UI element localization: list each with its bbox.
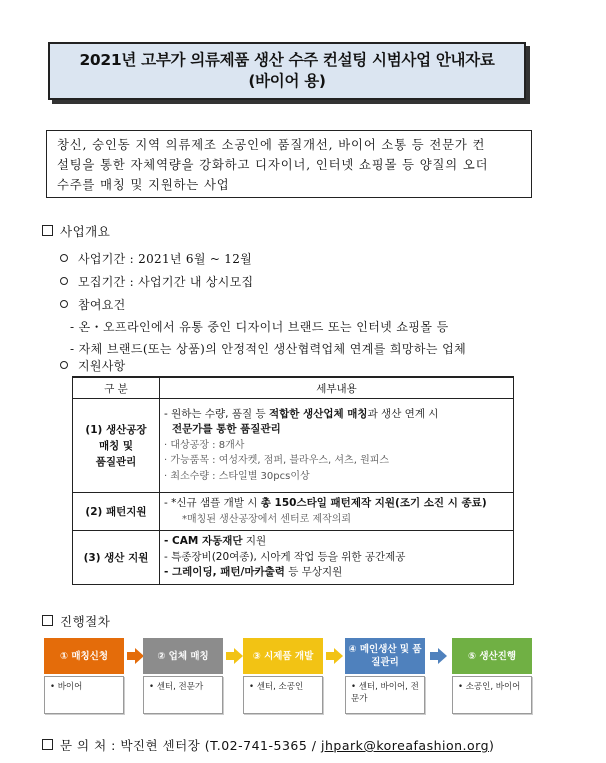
bullet-requirements: 참여요건 [60, 296, 126, 313]
bullet-support: 지원사항 [60, 357, 126, 374]
table-header-details: 세부내용 [160, 377, 514, 399]
process-step-5: ⑤ 생산진행 [452, 638, 532, 674]
row-details: - *신규 샘플 개발 시 총 150스타일 패턴제작 지원(조기 소진 시 종료) *매칭된 생산공장에서 센터로 제작의뢰 [160, 493, 514, 531]
row-category: (2) 패턴지원 [73, 493, 160, 531]
process-step-detail: • 바이어 [44, 676, 124, 714]
table-row [73, 493, 514, 531]
table-header-row [73, 377, 514, 399]
bullet-recruit: 모집기간 : 사업기간 내 상시모집 [60, 273, 253, 290]
checkbox-square-icon [42, 225, 53, 236]
process-step-2: ② 업체 매칭 [143, 638, 223, 674]
summary-box [46, 130, 532, 198]
contact-line: 문 의 처 : 박진현 센터장 (T.02-741-5365 / jhpark@koreafashion.org) [42, 736, 494, 754]
bullet-period: 사업기간 : 2021년 6월 ~ 12월 [60, 250, 252, 267]
row-details: - 원하는 수량, 품질 등 적합한 생산업체 매칭과 생산 연계 시 전문가를 통한 품질관리 · 대상공장 : 8개사 · 가능품목 : 여성자켓, 점퍼, 블라우스, 셔츠, 원피스 · 최소수량 : 스타일별 30pcs이상 [160, 399, 514, 493]
document-title: 2021년 고부가 의류제품 생산 수주 컨설팅 시범사업 안내자료 [79, 51, 495, 69]
table-row [73, 531, 514, 585]
process-step-detail: • 센터, 소공인 [243, 676, 323, 714]
process-step-detail: • 소공인, 바이어 [452, 676, 532, 714]
circle-bullet-icon [60, 277, 68, 285]
circle-bullet-icon [60, 254, 68, 262]
row-category: (3) 생산 지원 [73, 531, 160, 585]
document-subtitle: (바이어 용) [248, 72, 326, 90]
summary-line: 수주를 매칭 및 지원하는 사업 [57, 178, 230, 192]
document-title-box [48, 42, 526, 100]
process-step-detail: • 센터, 바이어, 전문가 [345, 676, 425, 714]
circle-bullet-icon [60, 300, 68, 308]
section-process-heading: 진행절차 [42, 612, 110, 630]
row-details: - CAM 자동재단 지원 - 특종장비(20여종), 시아게 작업 등을 위한 공간제공 - 그레이딩, 패턴/마카출력 등 무상지원 [160, 531, 514, 585]
table-header-category: 구 분 [73, 377, 160, 399]
circle-bullet-icon [60, 361, 68, 369]
table-row [73, 399, 514, 493]
process-step-3: ③ 시제품 개발 [243, 638, 323, 674]
summary-line: 설팅을 통한 자체역량을 강화하고 디자이너, 인터넷 쇼핑몰 등 양질의 오더 [57, 158, 489, 172]
requirement-line: - 자체 브랜드(또는 상품)의 안정적인 생산협력업체 연계를 희망하는 업체 [70, 342, 467, 356]
contact-label: 문 의 처 : 박진현 센터장 (T.02-741-5365 / [60, 738, 321, 753]
checkbox-square-icon [42, 739, 53, 750]
process-step-1: ① 매칭신청 [44, 638, 124, 674]
checkbox-square-icon [42, 615, 53, 626]
support-table [72, 376, 514, 585]
process-step-4: ④ 메인생산 및 품질관리 [345, 638, 425, 674]
section-overview-heading: 사업개요 [42, 222, 110, 240]
requirement-line: - 온・오프라인에서 유통 중인 디자이너 브랜드 또는 인터넷 쇼핑몰 등 [70, 320, 449, 334]
summary-line: 창신, 숭인동 지역 의류제조 소공인에 품질개선, 바이어 소통 등 전문가 컨 [57, 138, 486, 152]
row-category: (1) 생산공장 매칭 및 품질관리 [73, 399, 160, 493]
contact-email-link[interactable]: jhpark@koreafashion.org [321, 738, 490, 753]
process-step-detail: • 센터, 전문가 [143, 676, 223, 714]
